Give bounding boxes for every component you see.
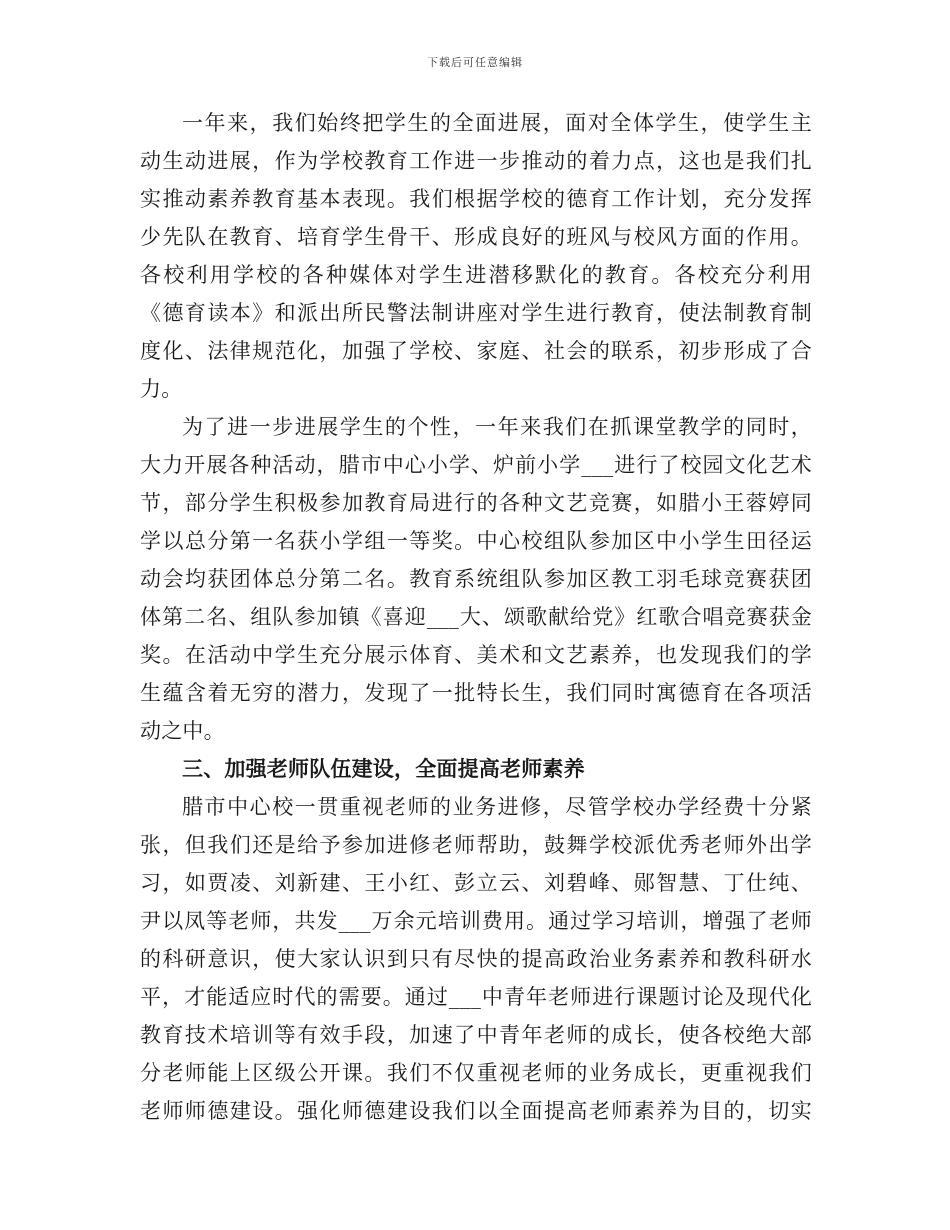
- text-line: 动之中。: [140, 719, 225, 743]
- text-line: 分老师能上区级公开课。我们不仅重视老师的业务成长，更重视我们: [140, 1061, 812, 1085]
- text-line: 实推动素养教育基本表现。我们根据学校的德育工作计划，充分发挥: [140, 187, 812, 211]
- text-line: 各校利用学校的各种媒体对学生进潜移默化的教育。各校充分利用: [140, 263, 812, 287]
- text-line: 《德育读本》和派出所民警法制讲座对学生进行教育，使法制教育制: [140, 301, 812, 325]
- text-line: 度化、法律规范化，加强了学校、家庭、社会的联系，初步形成了合: [140, 339, 812, 363]
- text-line: 学以总分第一名获小学组一等奖。中心校组队参加区中小学生田径运: [140, 529, 812, 553]
- text-line: 体第二名、组队参加镇《喜迎___大、颂歌献给党》红歌合唱竞赛获金: [140, 605, 812, 629]
- text-line: 动生动进展，作为学校教育工作进一步推动的着力点，这也是我们扎: [140, 149, 812, 173]
- text-line: 奖。在活动中学生充分展示体育、美术和文艺素养，也发现我们的学: [140, 643, 812, 667]
- document-body: [140, 104, 812, 1130]
- text-line: 平，才能适应时代的需要。通过___中青年老师进行课题讨论及现代化: [140, 985, 812, 1009]
- text-line: 腊市中心校一贯重视老师的业务进修，尽管学校办学经费十分紧: [182, 795, 812, 819]
- text-line: 习，如贾凌、刘新建、王小红、彭立云、刘碧峰、郧智慧、丁仕纯、: [140, 871, 812, 895]
- text-line: 生蕴含着无穷的潜力，发现了一批特长生，我们同时寓德育在各项活: [140, 681, 812, 705]
- paragraph-1: [140, 104, 812, 408]
- text-line: 节，部分学生积极参加教育局进行的各种文艺竞赛，如腊小王蓉婷同: [140, 491, 812, 515]
- text-line: 尹以凤等老师，共发___万余元培训费用。通过学习培训，增强了老师: [140, 909, 812, 933]
- paragraph-3: [140, 788, 812, 1130]
- page-header: 下载后可任意编辑: [427, 56, 523, 69]
- text-line: 张，但我们还是给予参加进修老师帮助，鼓舞学校派优秀老师外出学: [140, 833, 812, 857]
- text-line: 力。: [140, 377, 183, 401]
- paragraph-2: [140, 408, 812, 750]
- text-line: 教育技术培训等有效手段，加速了中青年老师的成长，使各校绝大部: [140, 1023, 812, 1047]
- text-line: 少先队在教育、培育学生骨干、形成良好的班风与校风方面的作用。: [140, 225, 812, 249]
- section-heading: 三、加强老师队伍建设，全面提高老师素养: [182, 756, 585, 781]
- text-line: 一年来，我们始终把学生的全面进展，面对全体学生，使学生主: [182, 111, 812, 135]
- text-line: 大力开展各种活动，腊市中心小学、炉前小学___进行了校园文化艺术: [140, 453, 812, 477]
- text-line: 动会均获团体总分第二名。教育系统组队参加区教工羽毛球竞赛获团: [140, 567, 812, 591]
- text-line: 的科研意识，使大家认识到只有尽快的提高政治业务素养和教科研水: [140, 947, 812, 971]
- text-line: 为了进一步进展学生的个性，一年来我们在抓课堂教学的同时，: [182, 415, 812, 439]
- text-line: 老师师德建设。强化师德建设我们以全面提高老师素养为目的，切实: [140, 1099, 812, 1123]
